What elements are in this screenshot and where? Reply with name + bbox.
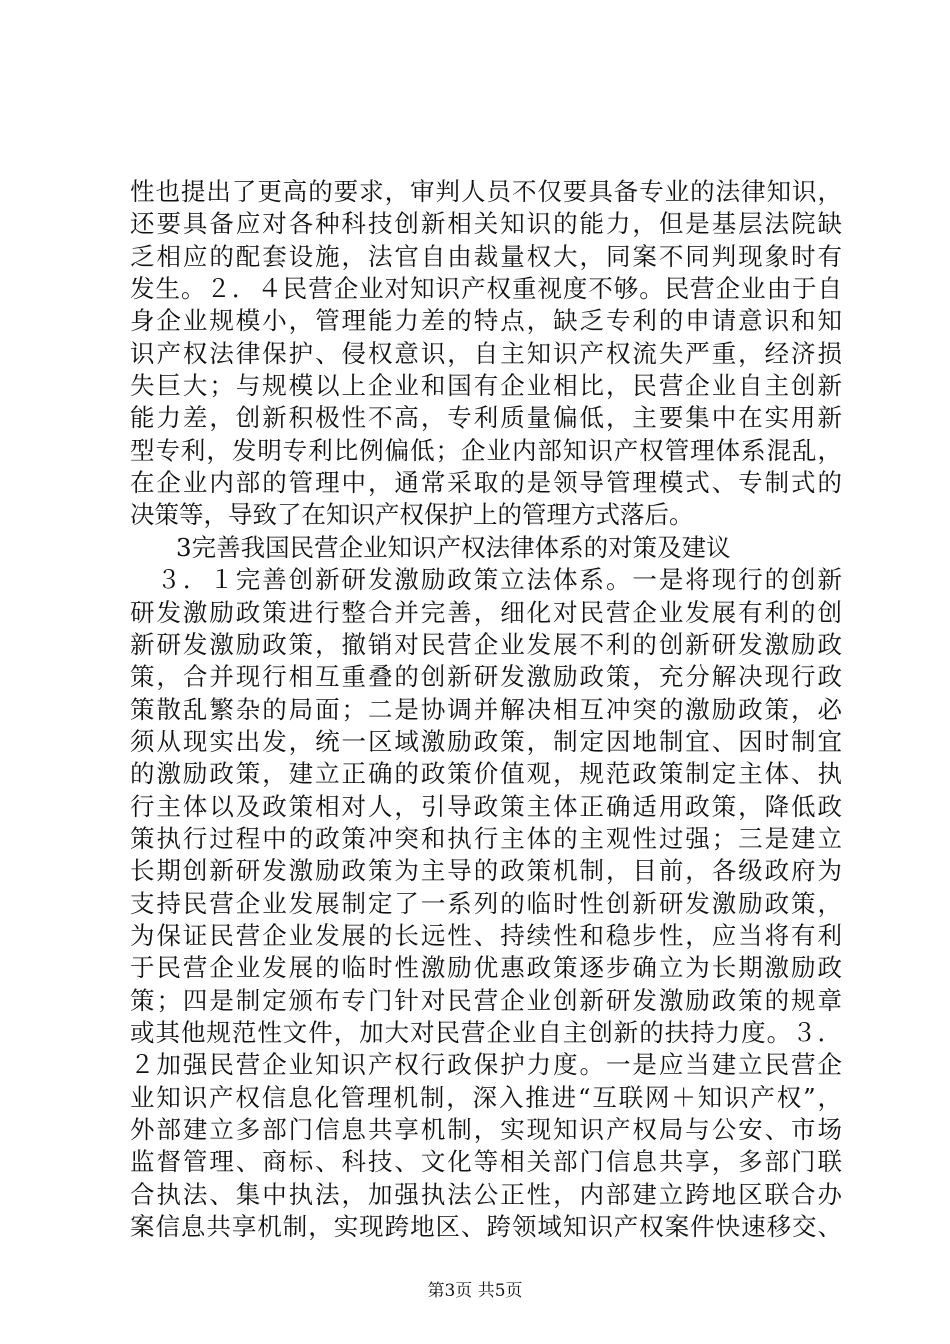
body-text-line: 性也提出了更高的要求，审判人员不仅要具备专业的法律知识， bbox=[130, 177, 842, 206]
body-text-line: 策；四是制定颁布专门针对民营企业创新研发激励政策的规章 bbox=[130, 986, 842, 1015]
body-text-line: 在企业内部的管理中，通常采取的是领导管理模式、专制式的 bbox=[130, 468, 842, 497]
body-text-line: 发生。２．４民营企业对知识产权重视度不够。民营企业由于自 bbox=[130, 274, 842, 303]
body-text-line: ２加强民营企业知识产权行政保护力度。一是应当建立民营企 bbox=[130, 1050, 842, 1079]
body-text-line: 支持民营企业发展制定了一系列的临时性创新研发激励政策， bbox=[130, 889, 842, 918]
body-text-line: 身企业规模小，管理能力差的特点，缺乏专利的申请意识和知 bbox=[130, 306, 842, 335]
body-text-line: 须从现实出发，统一区域激励政策，制定因地制宜、因时制宜 bbox=[130, 727, 842, 756]
body-text-line: 识产权法律保护、侵权意识，自主知识产权流失严重，经济损 bbox=[130, 339, 842, 368]
body-text-line: 新研发激励政策，撤销对民营企业发展不利的创新研发激励政 bbox=[130, 630, 842, 659]
body-text-line: 业知识产权信息化管理机制，深入推进“互联网＋知识产权”， bbox=[130, 1083, 842, 1112]
body-text-line: 监督管理、商标、科技、文化等相关部门信息共享，多部门联 bbox=[130, 1147, 842, 1176]
body-text-line: 乏相应的配套设施，法官自由裁量权大，同案不同判现象时有 bbox=[130, 242, 842, 271]
body-text-line: 能力差，创新积极性不高，专利质量偏低，主要集中在实用新 bbox=[130, 403, 842, 432]
body-text-line: 型专利，发明专利比例偏低；企业内部知识产权管理体系混乱， bbox=[130, 436, 842, 465]
body-text-line: 或其他规范性文件，加大对民营企业自主创新的扶持力度。３． bbox=[130, 1018, 842, 1047]
page-footer: 第3页 共5页 bbox=[427, 1281, 523, 1301]
body-text-line: 策，合并现行相互重叠的创新研发激励政策，充分解决现行政 bbox=[130, 662, 842, 691]
body-text-line: 决策等，导致了在知识产权保护上的管理方式落后。 bbox=[130, 500, 694, 529]
body-text-line: 于民营企业发展的临时性激励优惠政策逐步确立为长期激励政 bbox=[130, 953, 842, 982]
body-text-line: 研发激励政策进行整合并完善，细化对民营企业发展有利的创 bbox=[130, 598, 842, 627]
body-text-line: ３．１完善创新研发激励政策立法体系。一是将现行的创新 bbox=[130, 565, 842, 594]
body-text-line: 案信息共享机制，实现跨地区、跨领域知识产权案件快速移交、 bbox=[130, 1212, 842, 1241]
section-heading: 3完善我国民营企业知识产权法律体系的对策及建议 bbox=[176, 533, 731, 562]
body-text-line: 还要具备应对各种科技创新相关知识的能力，但是基层法院缺 bbox=[130, 209, 842, 238]
body-text-line: 策散乱繁杂的局面；二是协调并解决相互冲突的激励政策，必 bbox=[130, 695, 842, 724]
body-text-line: 行主体以及政策相对人，引导政策主体正确适用政策，降低政 bbox=[130, 792, 842, 821]
body-text-line: 长期创新研发激励政策为主导的政策机制，目前，各级政府为 bbox=[130, 856, 842, 885]
body-text-line: 合执法、集中执法，加强执法公正性，内部建立跨地区联合办 bbox=[130, 1180, 842, 1209]
body-text-line: 为保证民营企业发展的长远性、持续性和稳步性，应当将有利 bbox=[130, 921, 842, 950]
body-text-line: 外部建立多部门信息共享机制，实现知识产权局与公安、市场 bbox=[130, 1115, 842, 1144]
body-text-line: 策执行过程中的政策冲突和执行主体的主观性过强；三是建立 bbox=[130, 824, 842, 853]
body-text-line: 的激励政策，建立正确的政策价值观，规范政策制定主体、执 bbox=[130, 759, 842, 788]
body-text-line: 失巨大；与规模以上企业和国有企业相比，民营企业自主创新 bbox=[130, 371, 842, 400]
